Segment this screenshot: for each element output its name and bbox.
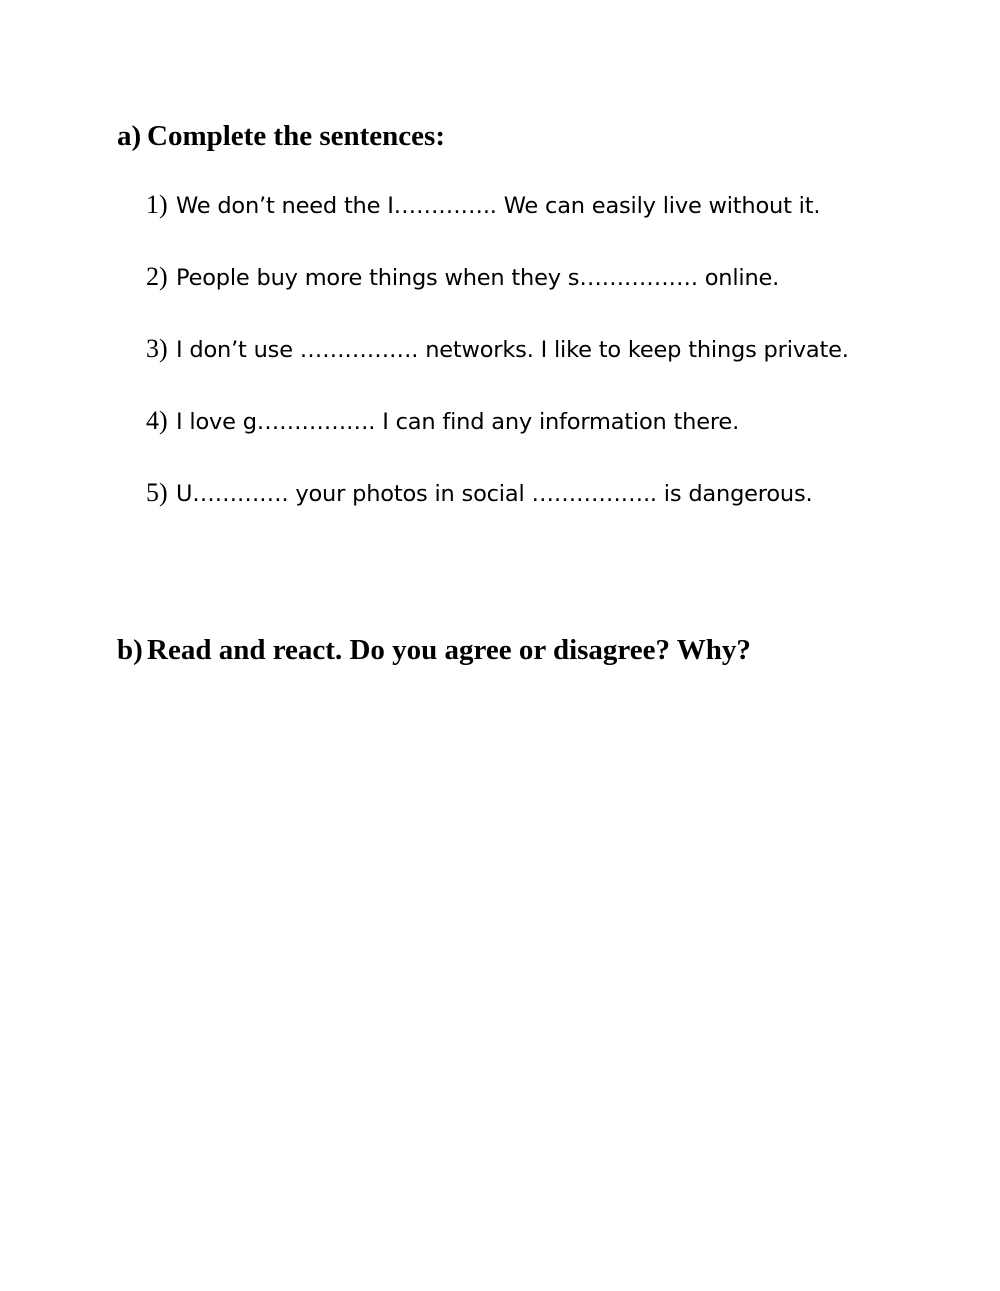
sentence-item-5 — [146, 478, 849, 550]
section-b-heading — [117, 633, 751, 667]
sentence-text: U…………. your photos in social …………….. is dangerous. — [176, 481, 813, 507]
section-a-marker: a) — [117, 120, 142, 152]
sentence-list — [146, 190, 849, 550]
sentence-text: We don’t need the I………….. We can easily live without it. — [176, 193, 821, 219]
sentence-number: 3) — [146, 334, 168, 363]
sentence-item-4 — [146, 406, 849, 478]
sentence-item-2 — [146, 262, 849, 334]
sentence-number: 2) — [146, 262, 168, 291]
section-a-heading — [117, 119, 445, 153]
sentence-item-1 — [146, 190, 849, 262]
sentence-number: 5) — [146, 478, 168, 507]
section-b-marker: b) — [117, 634, 143, 666]
sentence-number: 1) — [146, 190, 168, 219]
section-a-title: Complete the sentences: — [147, 120, 445, 152]
sentence-text: I love g……………. I can find any information there. — [176, 409, 740, 435]
sentence-text: I don’t use ……………. networks. I like to keep things private. — [176, 337, 849, 363]
sentence-number: 4) — [146, 406, 168, 435]
sentence-item-3 — [146, 334, 849, 406]
section-b-title: Read and react. Do you agree or disagree? Why? — [147, 634, 751, 666]
sentence-text: People buy more things when they s……………. online. — [176, 265, 780, 291]
